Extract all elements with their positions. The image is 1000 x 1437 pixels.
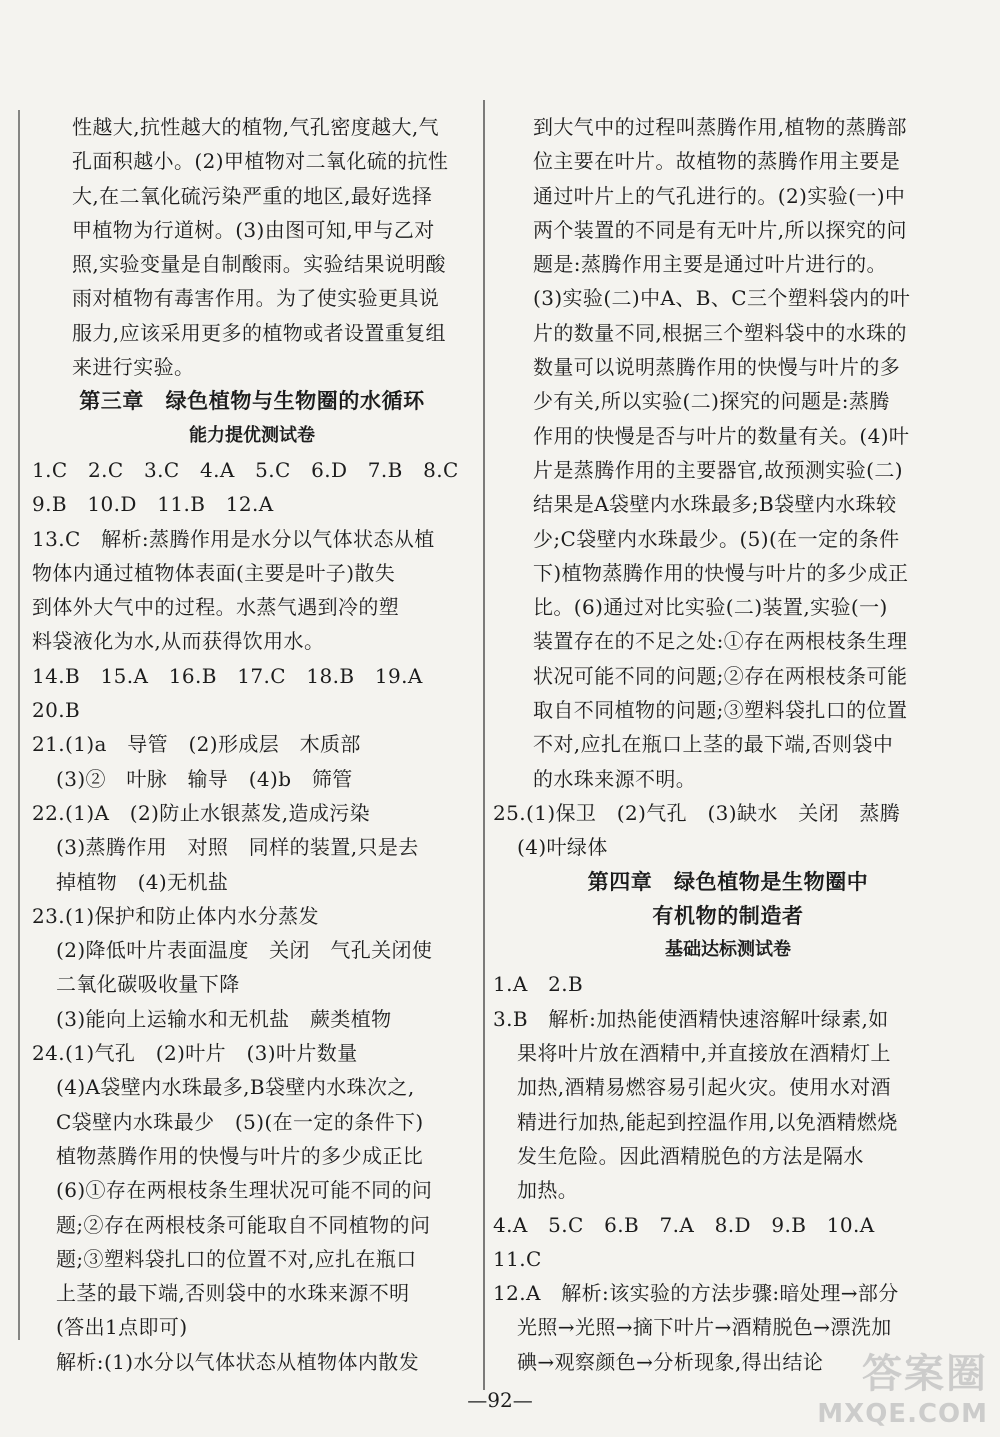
answer-line: 二氧化碳吸收量下降 [56,972,240,997]
answer-line: (2)降低叶片表面温度 关闭 气孔关闭使 [56,938,433,963]
text-line: 片是蒸腾作用的主要器官,故预测实验(二) [533,457,903,482]
answer-line: (3)能向上运输水和无机盐 蕨类植物 [56,1006,392,1031]
left-column [32,110,472,1379]
right-column [493,110,963,1379]
answer-line: 物体内通过植物体表面(主要是叶子)散失 [32,560,396,585]
test-title-ability: 能力提优测试卷 [189,424,315,446]
text-line: 位主要在叶片。故植物的蒸腾作用主要是 [533,149,901,174]
text-line: 服力,应该采用更多的植物或者设置重复组 [72,320,446,345]
text-line: 两个装置的不同是有无叶片,所以探究的问 [533,217,907,242]
answer-line: 1.A 2.B [493,972,584,997]
answer-line: 1.C 2.C 3.C 4.A 5.C 6.D 7.B 8.C [32,457,459,482]
answer-line: (4)叶绿体 [517,835,608,860]
site-watermark [817,1342,988,1429]
text-line: 比。(6)通过对比实验(二)装置,实验(一) [533,595,888,620]
answer-line: 题;②存在两根枝条可能取自不同植物的问 [56,1212,431,1237]
answer-line: 12.A 解析:该实验的方法步骤:暗处理→部分 [493,1281,899,1306]
chapter-four-title-line2: 有机物的制造者 [652,903,804,928]
text-line: 数量可以说明蒸腾作用的快慢与叶片的多 [533,355,901,380]
answer-line: 25.(1)保卫 (2)气孔 (3)缺水 关闭 蒸腾 [493,800,901,825]
answer-line: (答出1点即可) [56,1315,188,1340]
text-line: 孔面积越小。(2)甲植物对二氧化硫的抗性 [72,149,449,174]
answer-line: 题;③塑料袋扎口的位置不对,应扎在瓶口 [56,1246,417,1271]
answer-line: 9.B 10.D 11.B 12.A [32,492,274,517]
answer-line: 3.B 解析:加热能使酒精快速溶解叶绿素,如 [493,1006,889,1031]
answer-line: 发生危险。因此酒精脱色的方法是隔水 [517,1143,864,1168]
text-line: 不对,应扎在瓶口上茎的最下端,否则袋中 [533,732,894,757]
chapter-three-title: 第三章 绿色植物与生物圈的水循环 [79,389,425,414]
answer-line: 4.A 5.C 6.B 7.A 8.D 9.B 10.A [493,1212,875,1237]
answer-line: 到体外大气中的过程。水蒸气遇到冷的塑 [32,595,400,620]
answer-line: (6)①存在两根枝条生理状况可能不同的问 [56,1178,433,1203]
answer-line: 14.B 15.A 16.B 17.C 18.B 19.A [32,663,423,688]
answer-line: 掉植物 (4)无机盐 [56,869,229,894]
text-line: 通过叶片上的气孔进行的。(2)实验(一)中 [533,183,906,208]
text-line: 大,在二氧化硫污染严重的地区,最好选择 [72,183,433,208]
text-line: 少;C袋壁内水珠最少。(5)(在一定的条件 [533,526,900,551]
chapter-four-title-line1: 第四章 绿色植物是生物圈中 [587,869,869,894]
answer-line: 果将叶片放在酒精中,并直接放在酒精灯上 [517,1041,891,1066]
text-line: 来进行实验。 [72,355,195,380]
answer-line: 光照→光照→摘下叶片→酒精脱色→漂洗加 [517,1315,892,1340]
answer-line: C袋壁内水珠最少 (5)(在一定的条件下) [56,1109,424,1134]
text-line: 的水珠来源不明。 [533,766,697,791]
answer-line: 24.(1)气孔 (2)叶片 (3)叶片数量 [32,1041,358,1066]
text-line: 取自不同植物的问题;③塑料袋扎口的位置 [533,698,908,723]
text-line: 片的数量不同,根据三个塑料袋中的水珠的 [533,320,907,345]
answer-line: (4)A袋壁内水珠最多,B袋壁内水珠次之, [56,1075,415,1100]
answer-line: 加热。 [517,1178,579,1203]
text-line: (3)实验(二)中A、B、C三个塑料袋内的叶 [533,286,911,311]
answer-line: 23.(1)保护和防止体内水分蒸发 [32,903,319,928]
text-line: 照,实验变量是自制酸雨。实验结果说明酸 [72,252,446,277]
text-line: 甲植物为行道树。(3)由图可知,甲与乙对 [72,217,435,242]
text-line: 题是:蒸腾作用主要是通过叶片进行的。 [533,252,887,277]
text-line: 作用的快慢是否与叶片的数量有关。(4)叶 [533,423,910,448]
page-number: —92— [467,1388,533,1412]
answer-line: 精进行加热,能起到控温作用,以免酒精燃烧 [517,1109,898,1134]
answer-line: 加热,酒精易燃容易引起火灾。使用水对酒 [517,1075,891,1100]
answer-line: 13.C 解析:蒸腾作用是水分以气体状态从植 [32,526,435,551]
answer-line: 料袋液化为水,从而获得饮用水。 [32,629,325,654]
answer-line: 碘→观察颜色→分析现象,得出结论 [517,1349,824,1374]
watermark-url: MXQE.COM [817,1399,988,1429]
text-line: 状况可能不同的问题;②存在两根枝条可能 [533,663,908,688]
answer-line: 20.B [32,698,81,723]
answer-line: 解析:(1)水分以气体状态从植物体内散发 [56,1349,420,1374]
answer-line: 22.(1)A (2)防止水银蒸发,造成污染 [32,800,371,825]
answer-line: 21.(1)a 导管 (2)形成层 木质部 [32,732,361,757]
text-line: 结果是A袋壁内水珠最多;B袋壁内水珠较 [533,492,897,517]
column-divider [483,100,485,1390]
text-line: 下)植物蒸腾作用的快慢与叶片的多少成正 [533,560,909,585]
answer-line: 上茎的最下端,否则袋中的水珠来源不明 [56,1281,410,1306]
test-title-basic: 基础达标测试卷 [665,939,791,961]
answer-line: (3)蒸腾作用 对照 同样的装置,只是去 [56,835,419,860]
text-line: 装置存在的不足之处:①存在两根枝条生理 [533,629,908,654]
left-margin-rule [18,110,20,1340]
watermark-logo-icon: 答案圈 [862,1351,988,1397]
text-line: 性越大,抗性越大的植物,气孔密度越大,气 [72,115,440,139]
text-line: 少有关,所以实验(二)探究的问题是:蒸腾 [533,389,890,414]
answer-line: 植物蒸腾作用的快慢与叶片的多少成正比 [56,1143,424,1168]
text-line: 雨对植物有毒害作用。为了使实验更具说 [72,286,440,311]
answer-line: (3)② 叶脉 输导 (4)b 筛管 [56,766,353,791]
text-line: 到大气中的过程叫蒸腾作用,植物的蒸腾部 [533,115,907,139]
answer-line: 11.C [493,1246,542,1271]
